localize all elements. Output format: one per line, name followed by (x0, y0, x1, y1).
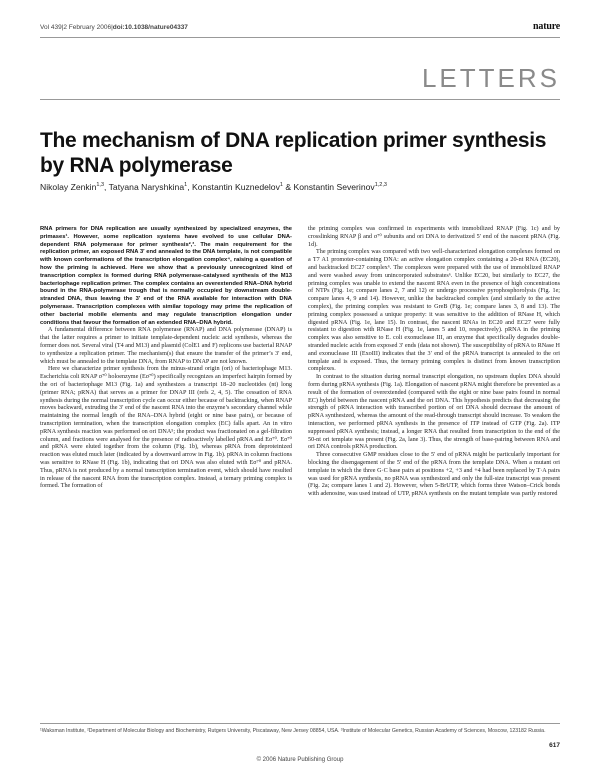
author-name: Tatyana Naryshkina (108, 182, 185, 192)
left_column-paragraph: RNA primers for DNA replication are usually synthesized by specialized enzymes, the primases¹. However, some replication systems have evolved to use cellular DNA-dependent RNA polymerase for primer synthesis²,³. The main requirement for the replication primer, an exposed RNA 3′ end annealed to the DNA template, is not compatible with known conformations of the transcription elongation complex⁴, raising a question of how the priming is achieved. Here we show that a previously unrecognized kind of transcription complex is formed during RNA polymerase-catalysed synthesis of the M13 bacteriophage replication primer. The complex contains an overextended RNA–DNA hybrid bound in the RNA-polymerase trough that is normally occupied by downstream double-stranded DNA, thus leaving the 3′ end of the RNA available for interaction with DNA polymerase. Transcription complexes with similar topology may prime the replication of other bacterial mobile elements and may regulate transcription elongation under conditions that favour the formation of an extended RNA–DNA hybrid. (40, 226, 292, 326)
author-affiliation-mark: 1,2,3 (374, 182, 387, 189)
right_column-paragraph: The priming complex was compared with two well-characterized elongation complexes formed on a T7 A1 promoter-containing DNA: an active elongation complex containing a 20-nt RNA (EC20), and backtracked EC27 complex⁶. The complexes were prepared with the use of immobilized RNAP and were washed away from unincorporated substrates⁶. Unlike EC20, but similarly to EC27, the priming complex was unable to extend the nascent RNA even in the presence of high concentrations of NTPs (Fig. 1e; compare lanes 2, 7 and 12) or undergo processive pyrophosphorolysis (Fig. 1e; compare lanes 4, 9 and 14). However, unlike the backtracked complex (and similarly to the active complex), the priming complex was resistant to GreB (Fig. 1e; compare lanes 3, 8 and 13). The priming complex possessed a unique property: it was sensitive to the addition of RNase H, which digested pRNA (Fig. 1e, lane 15). In contrast, the nascent RNAs in EC20 and EC27 were fully resistant to digestion with RNase H (Fig. 1e, lanes 5 and 10, respectively). pRNA in the priming complex was also sensitive to E. coli exonuclease III, an enzyme that specifically degrades double-stranded nucleic acids from exposed 3′ ends (data not shown). The susceptibility of pRNA to RNase H and exonuclease III (ExoIII) indicates that the 3′ end of the pRNA transcript is annealed to the ori template and is exposed. Thus, the ternary priming complex is distinct from known transcription complexes. (308, 249, 560, 373)
left-column (40, 226, 292, 491)
author-name: Konstantin Severinov (293, 182, 375, 192)
left_column-paragraph: Here we characterize primer synthesis from the minus-strand origin (ori) of bacteriophage M13. Escherichia coli RNAP σ⁷⁰ holoenzyme (Eσ⁷⁰) specifically recognizes an imperfect hairpin formed by the ori of bacteriophage M13 (Fig. 1a) and synthesizes a transcript 18–20 nucleotides (nt) long (primer RNA; pRNA) that serves as a primer for DNAP III (refs 2, 4, 5). The cessation of RNA synthesis during the normal transcription cycle can occur either because of backtracking, when RNAP moves backward, extruding the 3′ end of the nascent RNA into the enzyme’s secondary channel while maintaining the normal length of the RNA–DNA hybrid (eight or nine base pairs), or because of transcription termination, when the transcription elongation complex (EC) falls apart. An in vitro pRNA synthesis reaction was performed on ori DNA⁵; the product was fractionated on a gel-filtration column, and fractions were analysed for the presence of radioactively labelled pRNA and Eσ⁷⁰. Eσ⁷⁰ and pRNA were eluted together from the column (Fig. 1b), whereas pRNA from deproteinized reaction was eluted much later (indicated by a downward arrow in Fig. 1b). pRNA in column fractions was sensitive to RNase H (Fig. 1b), indicating that ori DNA was also eluted with Eσ⁷⁰ and pRNA. Thus, pRNA is not produced by a normal transcription termination event, which should have resulted in release of the nascent RNA from the transcription complex. Instead, a ternary priming complex is formed. The formation of (40, 366, 292, 490)
article-title: The mechanism of DNA replication primer synthesis by RNA polymerase (40, 129, 547, 177)
journal-logo: nature (533, 21, 560, 32)
header-rule (40, 37, 560, 38)
doi: doi:10.1038/nature04337 (112, 24, 188, 31)
right-column (308, 226, 560, 499)
author-affiliation-mark: 1,3 (96, 182, 105, 189)
citation-line (40, 24, 188, 31)
left_column-paragraph: A fundamental difference between RNA polymerase (RNAP) and DNA polymerase (DNAP) is that the latter requires a primer to initiate template-dependent nucleic acid synthesis, whereas the former does not. Several viral (T4 and M13) and plasmid (ColE1 and F) replicons use bacterial RNAP to synthesize a replication primer. The mechanism(s) that ensure the transfer of the primer’s 3′ end, which must be annealed to the template DNA, from RNAP to DNAP are not known. (40, 327, 292, 365)
author-separator: , (104, 182, 109, 192)
affiliation-rule (40, 723, 560, 724)
author-affiliation-mark: 1 (279, 182, 283, 189)
author-separator: , (187, 182, 192, 192)
right_column-paragraph: In contrast to the situation during normal transcript elongation, no upstream duplex DNA should form during pRNA synthesis (Fig. 1a). Elongation of nascent pRNA might therefore be prevented as a result of the formation of overextended (compared with the eight or nine base pairs found in normal EC) hybrid between the nascent pRNA and the ori DNA. This hypothesis predicts that decreasing the strength of pRNA interaction with transcribed portion of ori DNA should decrease the amount of pRNA synthesized, whereas the amount of the read-through transcript should increase. To weaken the interaction, we performed pRNA synthesis in the presence of ITP instead of GTP (Fig. 2a). ITP suppressed pRNA synthesis; instead, a longer RNA that resulted from transcription to the end of the 50-nt ori template was present (Fig. 2a, lane 3). Thus, the strength of base-pairing between RNA and ori DNA controls pRNA production. (308, 374, 560, 451)
right_column-paragraph: the priming complex was confirmed in experiments with immobilized RNAP (Fig. 1c) and by crosslinking RNAP β and σ⁷⁰ subunits and ori DNA to derivatized 5′ end of the nascent pRNA (Fig. 1d). (308, 226, 560, 248)
author-affiliation-mark: 1 (184, 182, 188, 189)
author-list (40, 182, 560, 192)
right_column-paragraph: Three consecutive GMP residues close to the 5′ end of pRNA might be particularly important for blocking the disengagement of the 5′ end of the pRNA from the template DNA. When a mutant ori template in which the three G·C base pairs at positions +2, +3 and +4 had been replaced by T·A pairs was used for pRNA synthesis, no pRNA was synthesized and only the full-size transcript was present (Fig. 2a; compare lanes 1 and 2). However, when 5-BrUTP, which forms three Watson–Crick bonds with adenosine, was used instead of UTP, pRNA synthesis on the mutant template was partly restored (308, 452, 560, 498)
author-name: Nikolay Zenkin (40, 182, 97, 192)
author-name: Konstantin Kuznedelov (191, 182, 280, 192)
section-label: LETTERS (421, 63, 560, 93)
issue-date: |2 February 2006| (61, 24, 113, 31)
journal-header (40, 21, 560, 35)
section-rule (40, 99, 560, 100)
author-separator: & (282, 182, 294, 192)
copyright-footer: © 2006 Nature Publishing Group (256, 757, 344, 763)
page-number: 617 (549, 742, 560, 749)
volume: Vol 439 (40, 24, 62, 31)
affiliations: ¹Waksman Institute, ²Department of Molecular Biology and Biochemistry, Rutgers University, Piscataway, New Jersey 08854, USA. ³Institute of Molecular Genetics, Russian Academy of Sciences, Moscow, 123182 Russia. (40, 728, 546, 734)
